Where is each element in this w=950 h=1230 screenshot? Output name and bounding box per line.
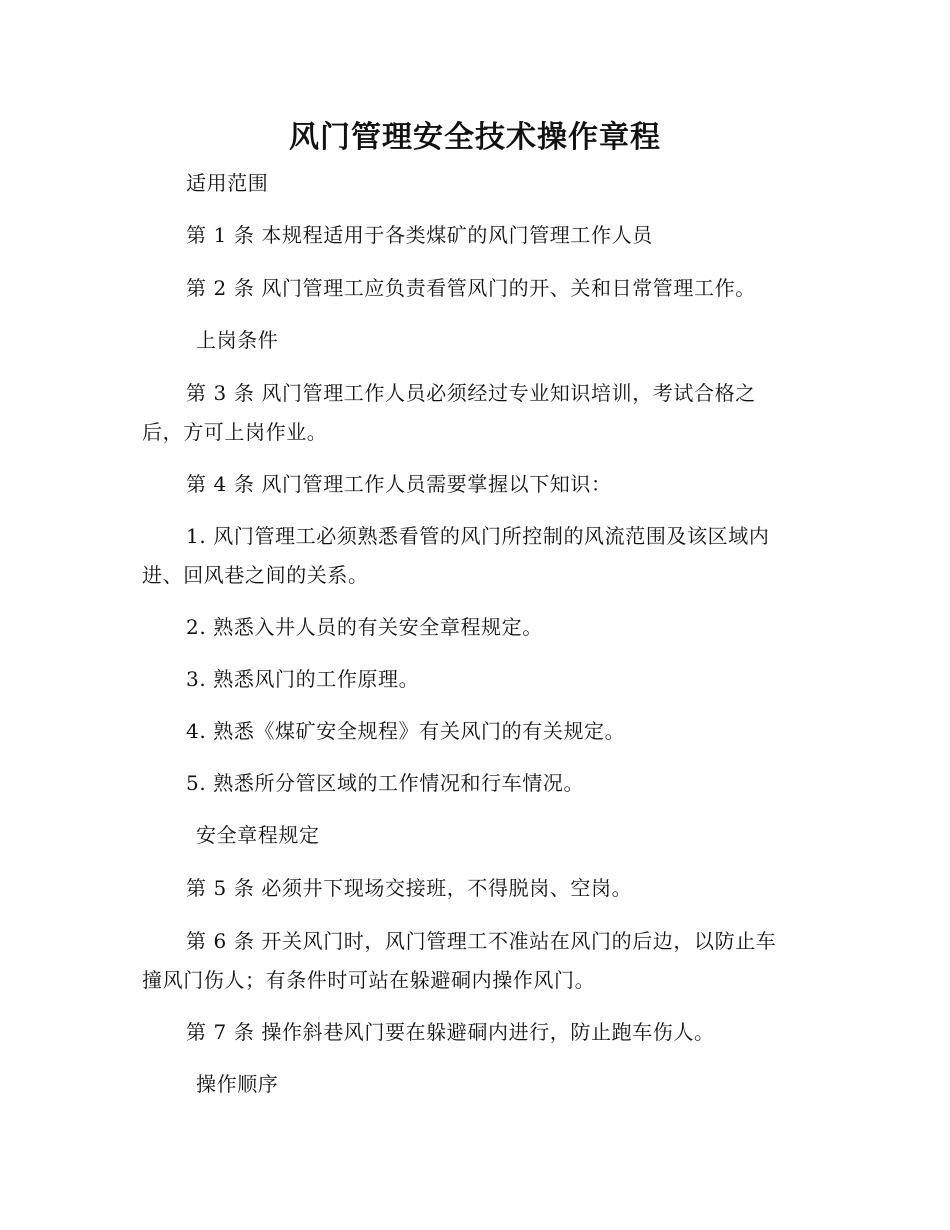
paragraph-line: 适用范围 [186,171,269,195]
paragraph-line: 第 6 条 开关风门时，风门管理工不准站在风门的后边，以防止车 [186,929,777,953]
section-heading: 安全章程规定 [196,823,320,847]
paragraph-line: 第 7 条 操作斜巷风门要在躲避硐内进行，防止跑车伤人。 [186,1020,715,1044]
paragraph-line: 1. 风门管理工必须熟悉看管的风门所控制的风流范围及该区域内 [186,524,770,548]
paragraph-line: 第 4 条 风门管理工作人员需要掌握以下知识： [186,472,612,496]
paragraph-line: 5. 熟悉所分管区域的工作情况和行车情况。 [186,771,585,795]
paragraph-line: 第 3 条 风门管理工作人员必须经过专业知识培训，考试合格之 [186,381,756,405]
section-heading: 上岗条件 [196,328,279,352]
paragraph-line: 第 2 条 风门管理工应负责看管风门的开、关和日常管理工作。 [186,276,756,300]
paragraph-line: 进、回风巷之间的关系。 [142,563,369,587]
paragraph-line: 撞风门伤人；有条件时可站在躲避硐内操作风门。 [142,968,596,992]
paragraph-line: 第 5 条 必须井下现场交接班，不得脱岗、空岗。 [186,876,633,900]
paragraph-line: 3. 熟悉风门的工作原理。 [186,667,420,691]
section-heading: 操作顺序 [196,1072,279,1096]
paragraph-line: 2. 熟悉入井人员的有关安全章程规定。 [186,615,543,639]
document-title: 风门管理安全技术操作章程 [289,120,661,155]
paragraph-line: 4. 熟悉《煤矿安全规程》有关风门的有关规定。 [186,719,626,743]
paragraph-line: 后，方可上岗作业。 [142,420,328,444]
paragraph-line: 第 1 条 本规程适用于各类煤矿的风门管理工作人员 [186,223,653,247]
